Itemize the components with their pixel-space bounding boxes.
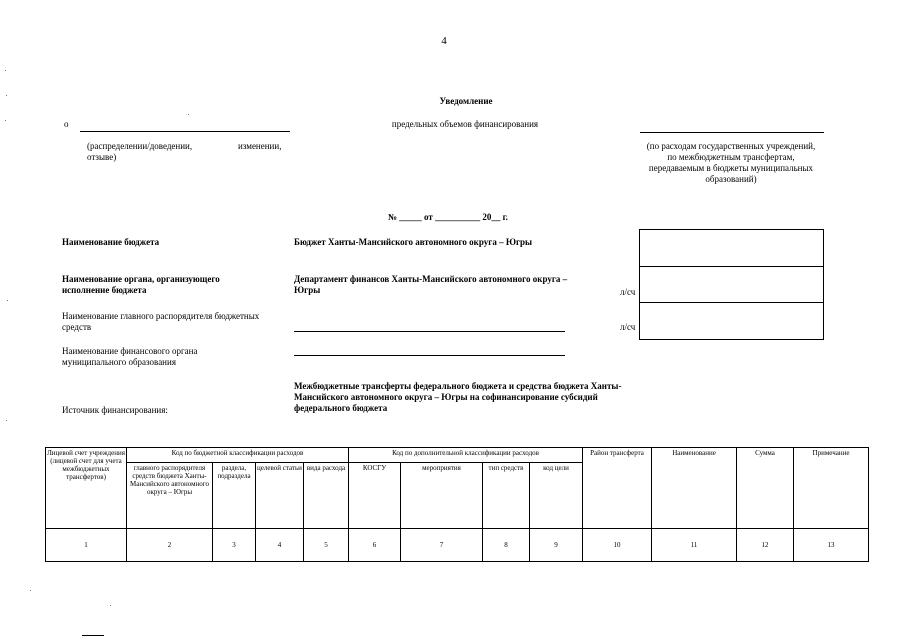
scan-speck — [6, 95, 7, 96]
header-sum: Сумма — [737, 448, 794, 529]
subheader-section: раздела, подраздела — [213, 463, 256, 529]
subheader-fund-type: тип средств — [483, 463, 530, 529]
code-box-divider — [639, 302, 824, 303]
municipal-organ-underline — [294, 355, 565, 356]
column-number: 6 — [349, 529, 401, 562]
account-label-2: л/сч — [620, 322, 636, 332]
column-number: 4 — [256, 529, 304, 562]
column-number: 10 — [583, 529, 652, 562]
funding-source-value: Межбюджетные трансферты федерального бюджета и средства бюджета Ханты-Мансийского автономного округа – Югры на софинансирование субсидий федерального бюджета — [294, 381, 622, 413]
column-number: 12 — [737, 529, 794, 562]
account-label-1: л/сч — [620, 287, 636, 297]
subheader-expense-type: вида расхода — [304, 463, 349, 529]
scan-speck — [6, 420, 7, 421]
hint-change: изменении, — [238, 141, 282, 151]
organizer-label: Наименование органа, организующего исполнение бюджета — [62, 274, 220, 295]
prefix-o: о — [64, 119, 69, 129]
scan-mark — [82, 635, 104, 636]
number-date-line: № _____ от __________ 20__ г. — [388, 212, 508, 222]
hint-revoke: отзыве) — [87, 152, 117, 162]
table-row — [46, 529, 869, 562]
subheader-main-distributor: главного распорядителя средств бюджета Ханты-Мансийского автономного округа – Югры — [127, 463, 213, 529]
funding-source-label: Источник финансирования: — [62, 405, 168, 415]
column-number: 1 — [46, 529, 127, 562]
scan-speck — [188, 114, 189, 115]
subheader-activity: мероприятия — [401, 463, 483, 529]
scan-speck — [30, 590, 31, 591]
subheader-kosgu: КОСГУ — [349, 463, 401, 529]
column-number: 3 — [213, 529, 256, 562]
header-budget-classification: Код по бюджетной классификации расходов — [127, 448, 349, 463]
scope-underline — [640, 132, 824, 133]
column-number: 8 — [483, 529, 530, 562]
main-distributor-underline — [294, 331, 565, 332]
column-number: 9 — [530, 529, 583, 562]
column-number: 5 — [304, 529, 349, 562]
scan-speck — [110, 605, 111, 606]
financing-table — [45, 447, 869, 562]
main-distributor-label: Наименование главного распорядителя бюджетных средств — [62, 311, 260, 332]
code-box-divider — [639, 266, 824, 267]
budget-label: Наименование бюджета — [62, 237, 160, 247]
document-title: Уведомление — [439, 96, 493, 106]
header-account: Лицевой счет учреждения (лицевой счет для учета межбюджетных трансфертов) — [46, 448, 127, 529]
header-extra-classification: Код по дополнительной классификации расходов — [349, 448, 583, 463]
subheader-goal-code: код цели — [530, 463, 583, 529]
type-underline — [80, 131, 290, 132]
subheader-target-article: целевой статьи — [256, 463, 304, 529]
budget-value: Бюджет Ханты-Мансийского автономного округа – Югры — [294, 237, 533, 247]
organizer-value: Департамент финансов Ханты-Мансийского автономного округа – Югры — [294, 274, 568, 295]
document-subtitle: предельных объемов финансирования — [391, 119, 539, 129]
header-transfer-region: Район трансферта — [583, 448, 652, 529]
scan-speck — [5, 120, 6, 121]
table-header-row — [46, 448, 869, 463]
page-number: 4 — [441, 35, 447, 47]
scan-speck — [5, 70, 6, 71]
hint-scope: (по расходам государственных учреждений, по межбюджетным трансфертам, передаваемым в бюджеты муниципальных образований) — [646, 141, 816, 184]
column-number: 13 — [794, 529, 869, 562]
scan-speck — [7, 300, 8, 301]
column-number: 7 — [401, 529, 483, 562]
column-number: 11 — [652, 529, 737, 562]
hint-distribution: (распределении/доведении, — [87, 141, 193, 151]
header-name: Наименование — [652, 448, 737, 529]
code-box — [639, 229, 824, 340]
header-note: Примечание — [794, 448, 869, 529]
municipal-organ-label: Наименование финансового органа муниципального образования — [62, 346, 198, 367]
column-number: 2 — [127, 529, 213, 562]
